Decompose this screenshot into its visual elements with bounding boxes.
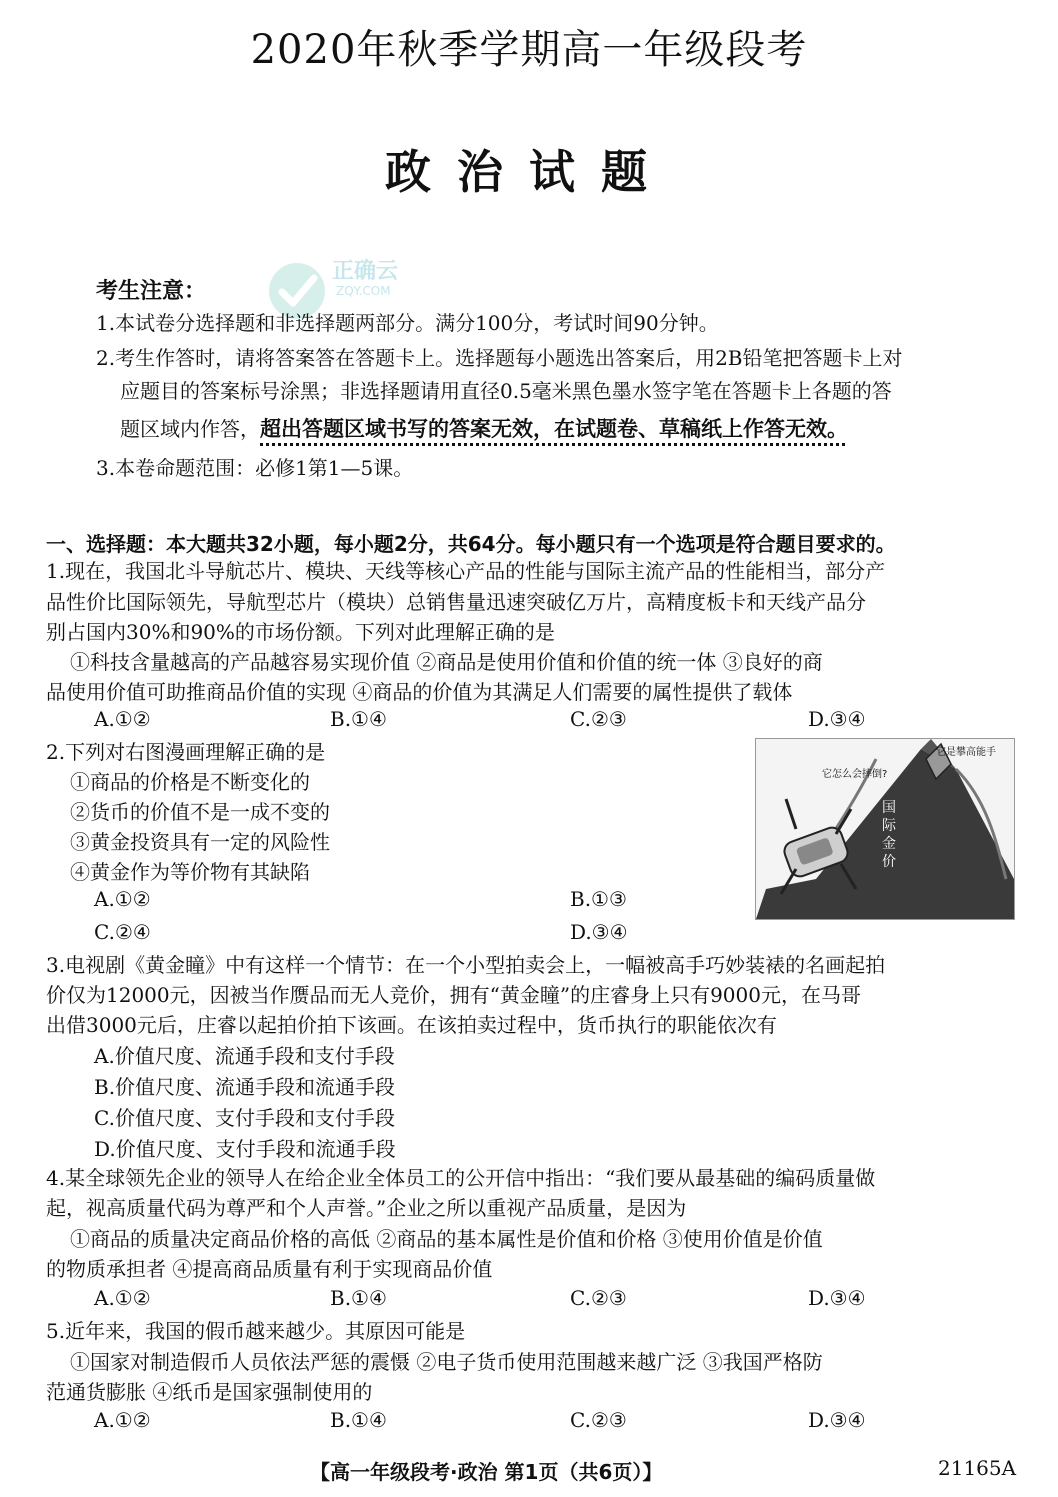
subject-title: 政治试题 [385, 145, 673, 199]
q4-option-d: D.③④ [808, 1286, 866, 1310]
q4-line-4: 的物质承担者 ④提高商品质量有利于实现商品价值 [46, 1257, 493, 1281]
q1-option-d: D.③④ [808, 707, 866, 731]
q2-item-4: ④黄金作为等价物有其缺陷 [70, 860, 310, 884]
q5-option-a: A.①② [94, 1408, 151, 1432]
section-heading: 一、选择题：本大题共32小题，每小题2分，共64分。每小题只有一个选项是符合题目要求的。 [46, 532, 896, 556]
q4-option-a: A.①② [94, 1286, 151, 1310]
q1-option-b: B.①④ [330, 707, 387, 731]
q4-option-b: B.①④ [330, 1286, 387, 1310]
notice-item-3: 3.本卷命题范围：必修1第1—5课。 [96, 456, 414, 480]
q2-item-2: ②货币的价值不是一成不变的 [70, 800, 330, 824]
q4-line-2: 起，视高质量代码为尊严和个人声誉。”企业之所以重视产品质量，是因为 [46, 1196, 687, 1220]
notice-emphasis: 超出答题区域书写的答案无效，在试题卷、草稿纸上作答无效。 [260, 417, 848, 441]
q2-line-1: 2.下列对右图漫画理解正确的是 [46, 740, 326, 764]
q3-option-b: B.价值尺度、流通手段和流通手段 [94, 1075, 396, 1099]
q3-line-3: 出借3000元后，庄睿以起拍价拍下该画。在该拍卖过程中，货币执行的职能依次有 [46, 1013, 777, 1037]
exam-title: 2020年秋季学期高一年级段考 [250, 27, 808, 73]
notice-item-2-end [120, 414, 848, 444]
q4-line-1: 4.某全球领先企业的领导人在给企业全体员工的公开信中指出：“我们要从最基础的编码质量做 [46, 1166, 876, 1190]
notice-item-2-cont: 应题目的答案标号涂黑；非选择题请用直径0.5毫米黑色墨水签字笔在答题卡上各题的答 [120, 379, 892, 403]
q2-option-a: A.①② [94, 887, 151, 911]
notice-heading: 考生注意： [96, 279, 207, 304]
q2-option-b: B.①③ [570, 887, 627, 911]
q2-option-c: C.②④ [94, 920, 151, 944]
q1-line-5: 品使用价值可助推商品价值的实现 ④商品的价值为其满足人们需要的属性提供了载体 [46, 680, 793, 704]
cartoon-caption-left: 它怎么会摔倒? [822, 769, 888, 780]
q5-option-b: B.①④ [330, 1408, 387, 1432]
notice-item-1: 1.本试卷分选择题和非选择题两部分。满分100分，考试时间90分钟。 [96, 311, 719, 335]
q3-line-1: 3.电视剧《黄金瞳》中有这样一个情节：在一个小型拍卖会上，一幅被高手巧妙装裱的名画起拍 [46, 953, 886, 977]
q5-option-d: D.③④ [808, 1408, 866, 1432]
watermark-brand: 正确云 [332, 259, 399, 284]
q5-line-3: 范通货膨胀 ④纸币是国家强制使用的 [46, 1380, 373, 1404]
q5-option-c: C.②③ [570, 1408, 627, 1432]
q5-line-1: 5.近年来，我国的假币越来越少。其原因可能是 [46, 1319, 466, 1343]
q2-item-3: ③黄金投资具有一定的风险性 [70, 830, 330, 854]
q1-line-2: 品性价比国际领先，导航型芯片（模块）总销售量迅速突破亿万片，高精度板卡和天线产品分 [46, 590, 866, 614]
q1-option-a: A.①② [94, 707, 151, 731]
q1-option-c: C.②③ [570, 707, 627, 731]
notice-item-2-lead: 题区域内作答， [120, 417, 260, 441]
q4-option-c: C.②③ [570, 1286, 627, 1310]
cartoon-mountain-label: 国际金价 [882, 800, 896, 870]
q1-line-3: 别占国内30%和90%的市场份额。下列对此理解正确的是 [46, 620, 555, 644]
q1-line-1: 1.现在，我国北斗导航芯片、模块、天线等核心产品的性能与国际主流产品的性能相当，部分产 [46, 559, 886, 583]
gold-price-cartoon [755, 738, 1015, 920]
q2-option-d: D.③④ [570, 920, 628, 944]
q4-line-3: ①商品的质量决定商品价格的高低 ②商品的基本属性是价值和价格 ③使用价值是价值 [70, 1227, 823, 1251]
notice-item-2: 2.考生作答时，请将答案答在答题卡上。选择题每小题选出答案后，用2B铅笔把答题卡上对 [96, 346, 903, 370]
q2-item-1: ①商品的价格是不断变化的 [70, 770, 310, 794]
paper-code: 21165A [938, 1456, 1017, 1480]
cartoon-caption-right: 它是攀高能手 [936, 747, 996, 758]
q3-option-d: D.价值尺度、支付手段和流通手段 [94, 1137, 396, 1161]
q5-line-2: ①国家对制造假币人员依法严惩的震慑 ②电子货币使用范围越来越广泛 ③我国严格防 [70, 1350, 823, 1374]
q3-option-a: A.价值尺度、流通手段和支付手段 [94, 1044, 395, 1068]
q3-option-c: C.价值尺度、支付手段和支付手段 [94, 1106, 395, 1130]
page-footer: 【高一年级段考·政治 第1页（共6页）】 [310, 1460, 663, 1484]
watermark-domain: ZQY.COM [336, 284, 391, 298]
q1-line-4: ①科技含量越高的产品越容易实现价值 ②商品是使用价值和价值的统一体 ③良好的商 [70, 650, 823, 674]
q3-line-2: 价仅为12000元，因被当作赝品而无人竞价，拥有“黄金瞳”的庄睿身上只有9000元，在马哥 [46, 983, 861, 1007]
